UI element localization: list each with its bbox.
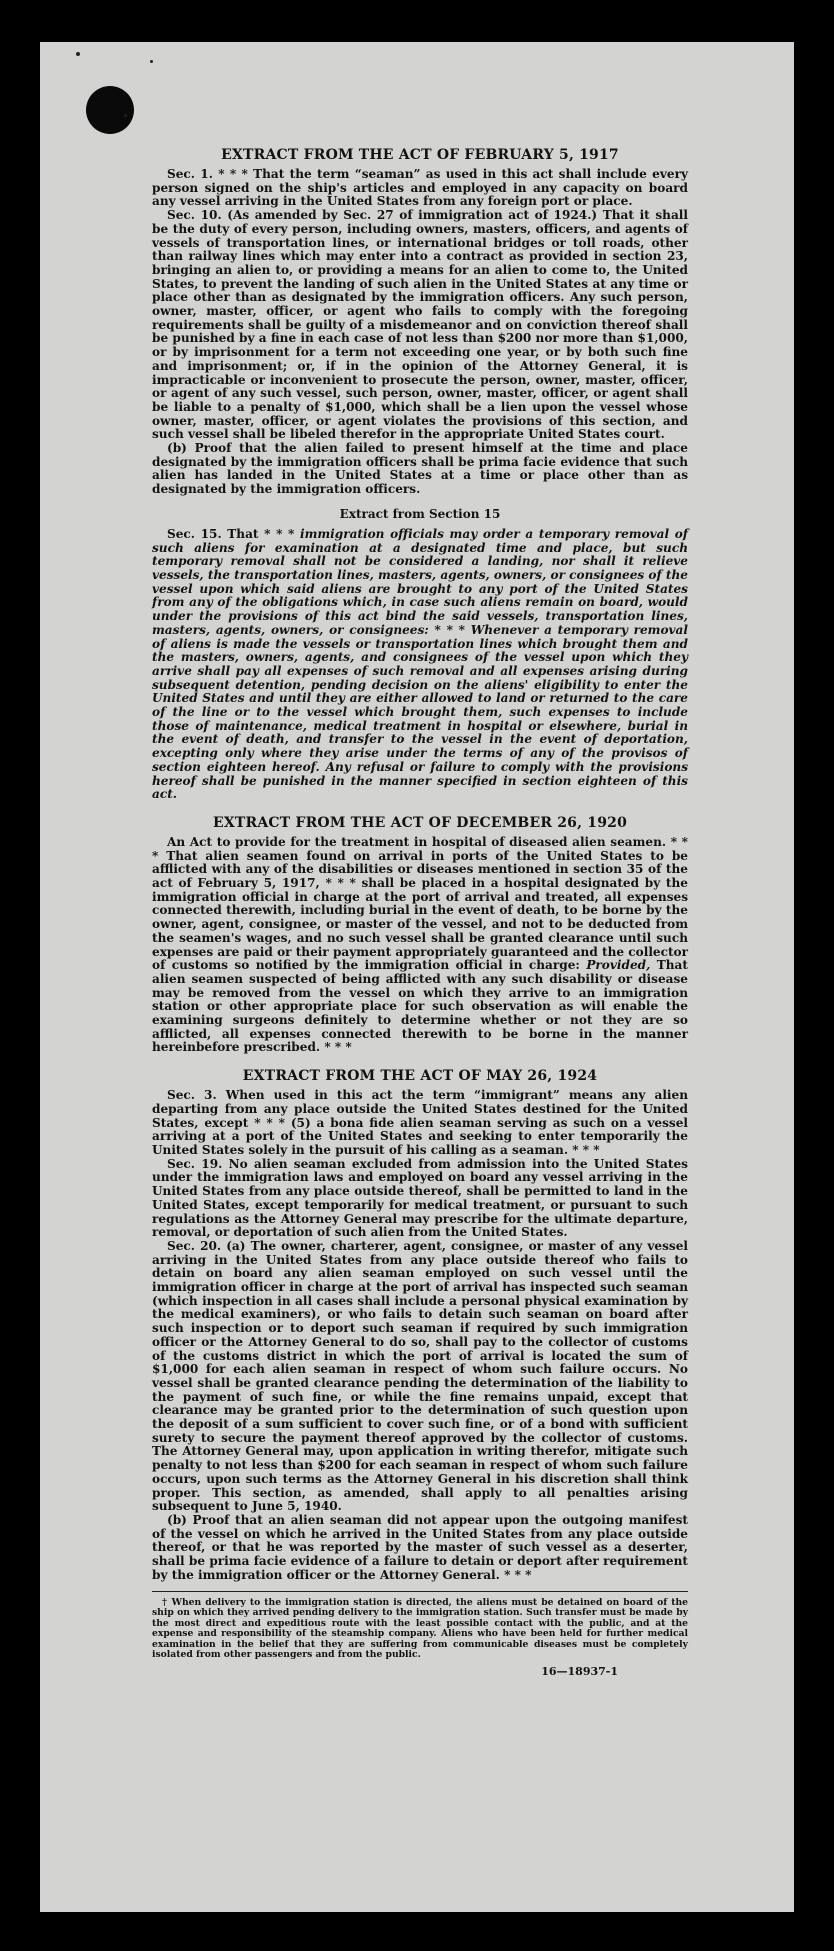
- section-15-body: immigration officials may order a temporary removal of such aliens for examination at a designated time and place, but such temporary removal shall not be considered a landing, nor shall it relieve vessels, the transportation lines, masters, agents, owners, or consignees of the vessel upon which said aliens are brought to any port of the United States from any of the obligations which, in case such aliens remain on board, would under the provisions of this act bind the said vessels, transportation lines, masters, agents, owners, or consignees: * * * Whenever a temporary removal of aliens is made the vessels or transportation lines which brought them and the masters, owners, agents, and consignees of the vessel upon which they arrive shall pay all expenses of such removal and all expenses arising during subsequent detention, pending decision on the aliens' eligibility to enter the United States and until they are either allowed to land or returned to the care of the line or to the vessel which brought them, such expenses to include those of maintenance, medical treatment in hospital or elsewhere, burial in the event of death, and transfer to the vessel in the event of deportation, excepting only where they arise under the terms of any of the provisos of section eighteen hereof. Any refusal or failure to comply with the provisions hereof shall be punished in the manner specified in section eighteen of this act.: [152, 526, 688, 802]
- section-3: Sec. 3. When used in this act the term “immigrant” means any alien departing from any place outside the United States destined for the United States, except * * * (5) a bona fide alien seaman serving as such on a vessel arriving at a port of the United States and seeking to enter temporarily the United States solely in the pursuit of his calling as a seaman. * * *: [152, 1088, 688, 1157]
- act-1920-body: [152, 836, 688, 1055]
- section-10-b: (b) Proof that the alien failed to present himself at the time and place designated by the immigration officers shall be prima facie evidence that such alien has landed in the United States at a time or place other than as designated by the immigration officers.: [152, 441, 688, 497]
- section-20-b: (b) Proof that an alien seaman did not appear upon the outgoing manifest of the vessel on which he arrived in the United States from any place outside thereof, or that he was reported by the master of such vessel as a deserter, shall be prima facie evidence of a failure to detain or deport after requirement by the immigration officer or the Attorney General. * * *: [152, 1512, 688, 1582]
- act-1920-provided: Provided,: [586, 958, 651, 973]
- heading-section-15: Extract from Section 15: [339, 506, 501, 521]
- heading-act-may-1924: EXTRACT FROM THE ACT OF MAY 26, 1924: [242, 1068, 598, 1085]
- speck: [76, 52, 80, 56]
- act-1920-main: An Act to provide for the treatment in hospital of diseased alien seamen. * * * That alien seamen found on arrival in ports of the United States to be afflicted with any of the disabilities or diseases mentioned in section 35 of the act of February 5, 1917, * * * shall be placed in a hospital designated by the immigration official in charge at the port of arrival and treated, all expenses connected therewith, including burial in the event of death, to be borne by the owner, agent, consignee, or master of the vessel, and not to be deducted from the seamen's wages, and no such vessel shall be granted clearance until such expenses are paid or their payment appropriately guaranteed and the collector of customs so notified by the immigration official in charge:: [152, 834, 688, 973]
- speck: [124, 114, 127, 117]
- footnote: [152, 1598, 688, 1662]
- document-page: [40, 42, 794, 1912]
- section-15: [152, 528, 688, 802]
- section-15-lead: Sec. 15. That * * *: [167, 526, 300, 541]
- document-text: [152, 146, 688, 1679]
- section-10: Sec. 10. (As amended by Sec. 27 of immigration act of 1924.) That it shall be the duty of every person, including owners, masters, officers, and agents of vessels of transportation lines, or international bridges or toll roads, other than railway lines which may enter into a contract as provided in section 23, bringing an alien to, or providing a means for an alien to come to, the United States, to prevent the landing of such alien in the United States at any time or place other than as designated by the immigration officers. Any such person, owner, master, officer, or agent who fails to comply with the foregoing requirements shall be guilty of a misdemeanor and on conviction thereof shall be punished by a fine in each case of not less than $200 nor more than $1,000, or by imprisonment for a term not exceeding one year, or by both such fine and imprisonment; or, if in the opinion of the Attorney General, it is impracticable or inconvenient to prosecute the person, owner, master, officer, or agent of any such vessel, such person, owner, master, officer, or agent shall be liable to a penalty of $1,000, which shall be a lien upon the vessel whose owner, master, officer, or agent violates the provisions of this section, and such vessel shall be libeled therefor in the appropriate United States court.: [152, 208, 688, 442]
- form-number: 16—18937-1: [541, 1665, 618, 1679]
- act-1920-tail: That alien seamen suspected of being afflicted with any such disability or disease may be removed from the vessel on which they arrive to an immigration station or other appropriate place for such observation as will enable the examining surgeons definitely to determine whether or not they are so afflicted, all expenses connected therewith to be borne in the manner hereinbefore prescribed. * * *: [152, 958, 688, 1055]
- divider: [152, 1591, 688, 1592]
- footnote-text: † When delivery to the immigration station is directed, the aliens must be detained on board of the ship on which they arrived pending delivery to the immigration station. Such transfer must be made by the most direct and expeditious route with the least possible contact with the public, and at the expense and responsibility of the steamship company. Aliens who have been held for further medical examination in the belief that they are suffering from communicable diseases must be completely isolated from other passengers and from the public.: [152, 1596, 688, 1661]
- speck: [150, 60, 153, 63]
- section-19: Sec. 19. No alien seaman excluded from admission into the United States under the immigration laws and employed on board any vessel arriving in the United States from any place outside thereof, shall be permitted to land in the United States, except temporarily for medical treatment, or pursuant to such regulations as the Attorney General may prescribe for the ultimate departure, removal, or deportation of such alien from the United States.: [152, 1156, 688, 1240]
- heading-act-dec-1920: EXTRACT FROM THE ACT OF DECEMBER 26, 1920: [212, 814, 628, 831]
- punch-hole: [86, 86, 134, 134]
- heading-act-feb-1917: EXTRACT FROM THE ACT OF FEBRUARY 5, 1917: [221, 147, 619, 163]
- section-1: Sec. 1. * * * That the term “seaman” as used in this act shall include every person signed on the ship's articles and employed in any capacity on board any vessel arriving in the United States from any foreign port or place.: [152, 167, 688, 209]
- section-20-a: Sec. 20. (a) The owner, charterer, agent, consignee, or master of any vessel arriving in the United States from any place outside thereof who fails to detain on board any alien seaman employed on such vessel until the immigration officer in charge at the port of arrival has inspected such seaman (which inspection in all cases shall include a personal physical examination by the medical examiners), or who fails to detain such seaman on board after such inspection or to deport such seaman if required by such immigration officer or the Attorney General to do so, shall pay to the collector of customs of the customs district in which the port of arrival is located the sum of $1,000 for each alien seaman in respect of whom such failure occurs. No vessel shall be granted clearance pending the determination of the liability to the payment of such fine, or while the fine remains unpaid, except that clearance may be granted prior to the determination of such question upon the deposit of a sum sufficient to cover such fine, or of a bond with sufficient surety to secure the payment thereof approved by the collector of customs. The Attorney General may, upon application in writing therefor, mitigate such penalty to not less than $200 for each seaman in respect of whom such failure occurs, upon such terms as the Attorney General in his discretion shall think proper. This section, as amended, shall apply to all penalties arising subsequent to June 5, 1940.: [152, 1238, 688, 1514]
